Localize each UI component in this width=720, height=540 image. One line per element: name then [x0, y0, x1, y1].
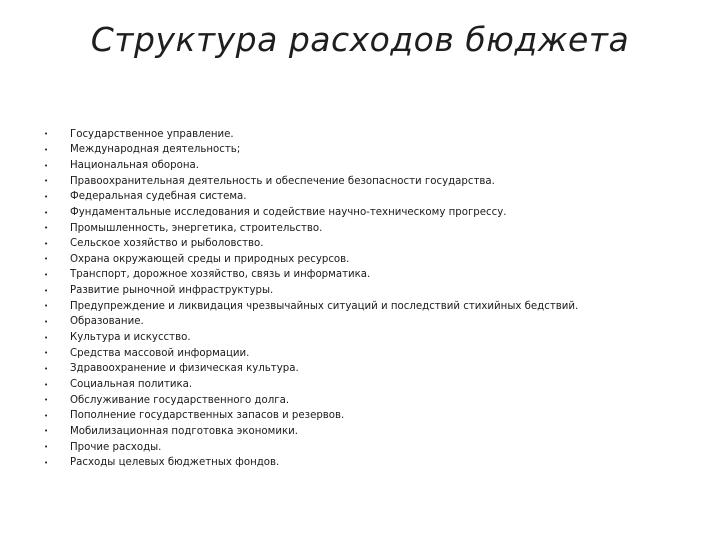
list-item-text: Развитие рыночной инфраструктуры. — [70, 285, 274, 297]
list-item-text: Расходы целевых бюджетных фондов. — [70, 457, 280, 469]
list-item-text: Здравоохранение и физическая культура. — [70, 363, 299, 375]
bullet-icon: • — [44, 208, 49, 217]
bullet-icon: • — [44, 411, 49, 420]
bullet-icon: • — [44, 380, 49, 389]
list-item — [44, 190, 704, 206]
list-item-text: Образование. — [70, 316, 144, 328]
list-item-text: Сельское хозяйство и рыболовство. — [70, 238, 264, 250]
list-item — [44, 236, 704, 252]
list-item-text: Предупреждение и ликвидация чрезвычайных ситуаций и последствий стихийных бедствий. — [70, 300, 579, 312]
list-item-text: Транспорт, дорожное хозяйство, связь и информатика. — [70, 269, 371, 281]
bullet-icon: • — [44, 271, 49, 280]
list-item-text: Мобилизационная подготовка экономики. — [70, 425, 298, 437]
list-item — [44, 299, 704, 315]
bullet-icon: • — [44, 286, 49, 295]
list-item-text: Правоохранительная деятельность и обеспечение безопасности государства. — [70, 175, 495, 187]
list-item-text: Социальная политика. — [70, 378, 193, 390]
list-item — [44, 377, 704, 393]
list-item-text: Средства массовой информации. — [70, 347, 250, 359]
list-item-text: Промышленность, энергетика, строительство. — [70, 222, 323, 234]
list-item — [44, 346, 704, 362]
list-item-text: Международная деятельность; — [70, 144, 241, 156]
list-item — [44, 440, 704, 456]
list-item — [44, 330, 704, 346]
list-item-text: Федеральная судебная система. — [70, 191, 247, 203]
list-item — [44, 424, 704, 440]
bullet-icon: • — [44, 349, 49, 358]
list-item — [44, 362, 704, 378]
bullet-icon: • — [44, 239, 49, 248]
bullet-icon: • — [44, 130, 49, 139]
list-item — [44, 455, 704, 471]
bullet-icon: • — [44, 364, 49, 373]
list-item-text: Охрана окружающей среды и природных ресурсов. — [70, 253, 350, 265]
list-item — [44, 205, 704, 221]
bullet-icon: • — [44, 145, 49, 154]
bullet-icon: • — [44, 302, 49, 311]
list-item — [44, 252, 704, 268]
bullet-icon: • — [44, 318, 49, 326]
bullet-icon: • — [44, 443, 49, 452]
bullet-icon: • — [44, 161, 49, 170]
list-item — [44, 283, 704, 299]
list-item — [44, 268, 704, 284]
list-item-text: Культура и искусство. — [70, 332, 191, 344]
bullet-icon: • — [44, 192, 49, 201]
list-item-text: Обслуживание государственного долга. — [70, 394, 290, 406]
bullet-icon: • — [44, 224, 49, 233]
list-item — [44, 393, 704, 409]
list-item — [44, 174, 704, 190]
list-item — [44, 143, 704, 159]
bullet-icon: • — [44, 458, 49, 467]
list-item — [44, 158, 704, 174]
bullet-icon: • — [44, 255, 49, 264]
list-item — [44, 127, 704, 143]
list-item-text: Государственное управление. — [70, 128, 234, 140]
bullet-icon: • — [44, 333, 49, 342]
list-item-text: Пополнение государственных запасов и резервов. — [70, 410, 345, 422]
bullet-list — [44, 127, 704, 471]
list-item-text: Фундаментальные исследования и содействие научно-техническому прогрессу. — [70, 206, 507, 218]
list-item-text: Прочие расходы. — [70, 441, 162, 453]
slide-title: Структура расходов бюджета — [90, 20, 630, 59]
bullet-icon: • — [44, 427, 49, 436]
list-item-text: Национальная оборона. — [70, 160, 199, 171]
bullet-icon: • — [44, 177, 49, 186]
list-item — [44, 409, 704, 425]
bullet-icon: • — [44, 396, 49, 405]
list-item — [44, 315, 704, 331]
list-item — [44, 221, 704, 237]
